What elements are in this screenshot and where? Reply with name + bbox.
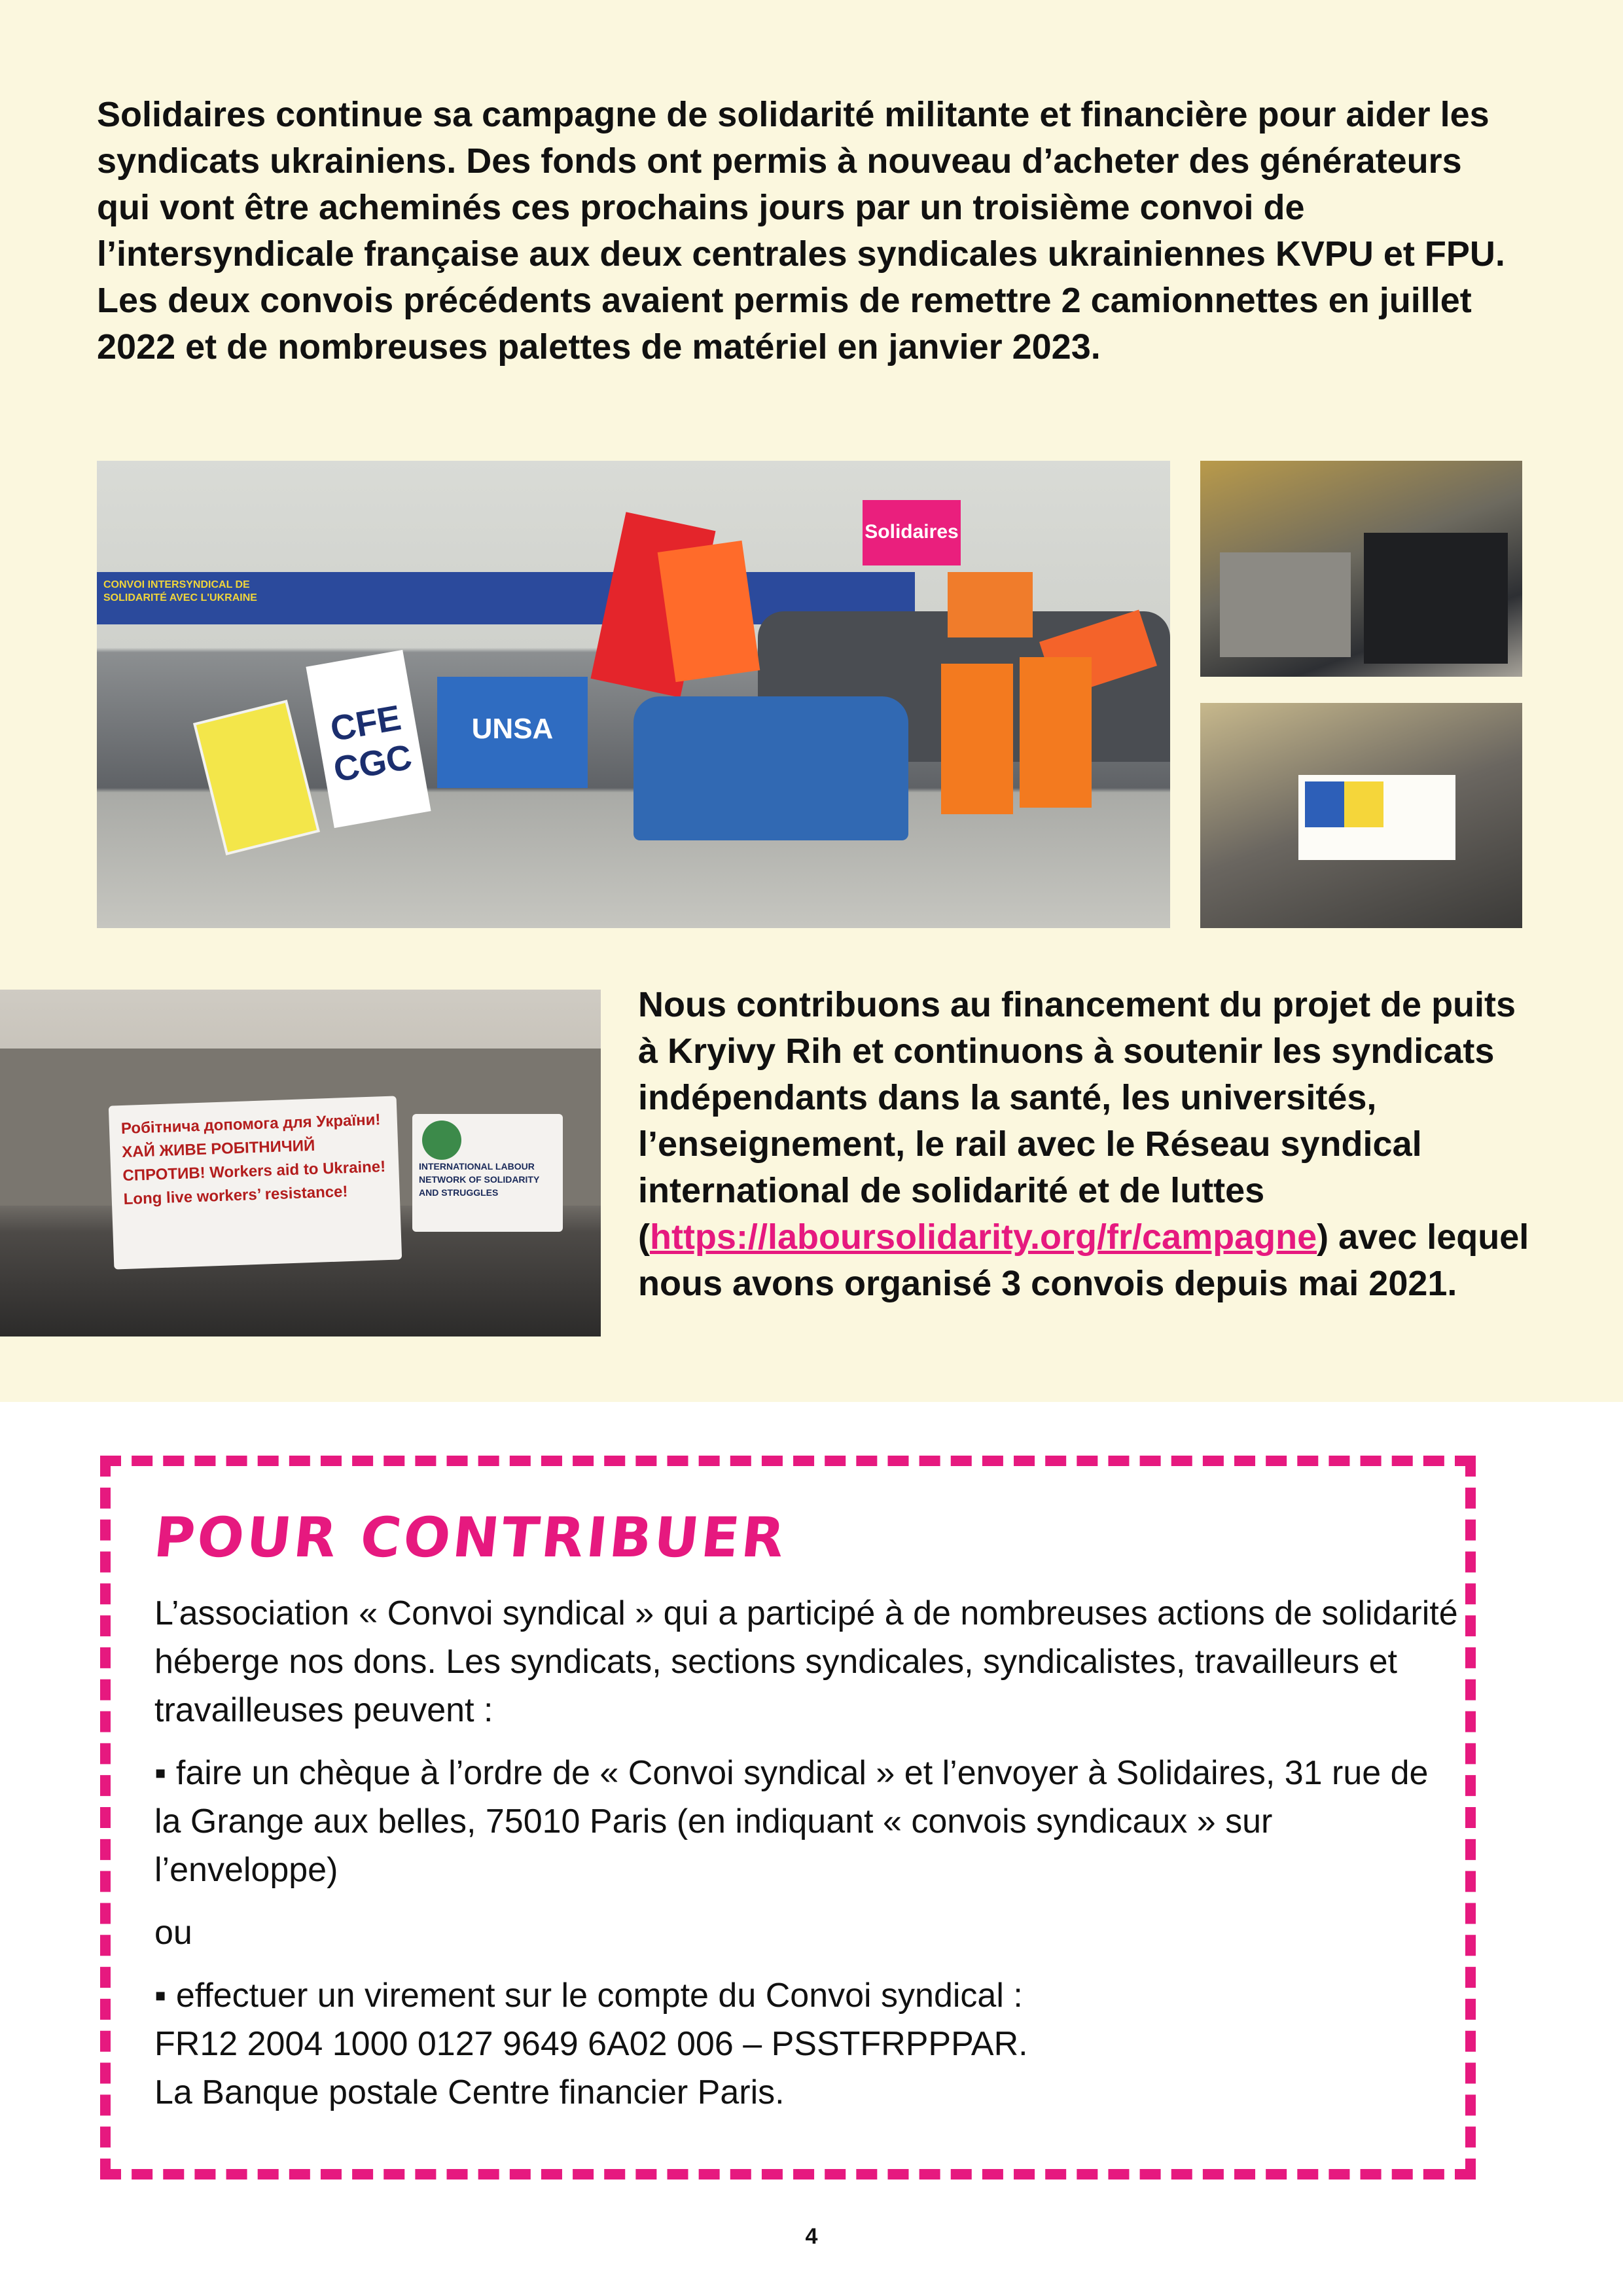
wrapped-generators <box>1364 533 1508 664</box>
photo-warehouse-boxes <box>1200 461 1522 677</box>
stacked-pallets <box>1220 552 1351 657</box>
flag-cfe-cgc-label: CFE CGC <box>327 698 415 790</box>
flag-fsu <box>193 700 320 855</box>
contribute-bank: La Banque postale Centre financier Paris. <box>154 2073 785 2111</box>
flag-cfdt <box>948 572 1033 637</box>
page-number: 4 <box>805 2224 818 2249</box>
label-flag-yellow <box>1344 781 1383 827</box>
label-flag-blue <box>1305 781 1344 827</box>
flag-solidaires <box>863 500 961 565</box>
photo-wrapped-pallet <box>1200 703 1522 928</box>
flag-unsa <box>437 677 588 788</box>
contribute-iban: FR12 2004 1000 0127 9649 6A02 006 – PSSTFRPPPAR. <box>154 2025 1028 2063</box>
flag-solidaires-label: Solidaires <box>865 521 959 543</box>
van-text: CONVOI INTERSYNDICAL DE SOLIDARITÉ AVEC L'UKRAINE <box>103 579 257 603</box>
banner-network-text: INTERNATIONAL LABOUR NETWORK OF SOLIDARITY AND STRUGGLES <box>419 1161 540 1198</box>
banner-workers-aid-text: Робітнича допомога для України! ХАЙ ЖИВЕ РОБІТНИЧИЙ СПРОТИВ! Workers aid to Ukraine! Long live workers’ resistance! <box>120 1111 386 1209</box>
flag-fo <box>658 541 760 682</box>
labour-solidarity-link[interactable]: https://laboursolidarity.org/fr/campagne <box>649 1217 1317 1257</box>
flag-unsa-label: UNSA <box>471 713 554 745</box>
intro-paragraph: Solidaires continue sa campagne de solidarité militante et financière pour aider les syndicats ukrainiens. Des fonds ont permis à nouveau d’acheter des générateurs qui vont être acheminés ces prochains jours par un troisième convoi de l’intersyndicale française aux deux centrales syndicales ukrainiennes KVPU et FPU. Les deux convois précédents avaient permis de remettre 2 camionnettes en juillet 2022 et de nombreuses palettes de matériel en janvier 2023. <box>97 95 1505 367</box>
photo-workers-aid-banner <box>0 990 601 1336</box>
contribute-or: ou <box>154 1914 192 1952</box>
body-text-part1: Nous contribuons au financement du projet de puits à Kryivy Rih et continuons à soutenir les syndicats indépendants dans la santé, les universités, l’enseignement, le rail avec le Réseau syndical international de solidarité et de luttes ( <box>638 985 1516 1257</box>
globe-logo <box>422 1121 461 1160</box>
contribute-cheque-item: ▪ faire un chèque à l’ordre de « Convoi syndical » et l’envoyer à Solidaires, 31 rue de la Grange aux belles, 75010 Paris (en indiquant « convois syndicaux » sur l’enveloppe) <box>154 1754 1429 1889</box>
banner-workers-aid <box>109 1096 402 1269</box>
contribute-title: POUR CONTRIBUER <box>151 1505 791 1570</box>
person-orange-vest-1 <box>941 664 1013 814</box>
flag-cfe-cgc <box>306 650 431 828</box>
person-orange-vest-2 <box>1020 657 1092 808</box>
contribute-text <box>154 1589 1463 2131</box>
photo-group-with-union-flags <box>97 461 1170 928</box>
contribute-intro: L’association « Convoi syndical » qui a participé à de nombreuses actions de solidarité héberge nos dons. Les syndicats, sections syndicales, syndicalistes, travailleurs et travailleuses peuvent : <box>154 1594 1458 1729</box>
contribute-transfer-item: ▪ effectuer un virement sur le compte du Convoi syndical : <box>154 1977 1023 2015</box>
body-paragraph <box>638 982 1541 1307</box>
people-group <box>633 696 908 840</box>
body-text-part2: ) avec lequel nous avons organisé 3 convois depuis mai 2021. <box>638 1217 1529 1303</box>
